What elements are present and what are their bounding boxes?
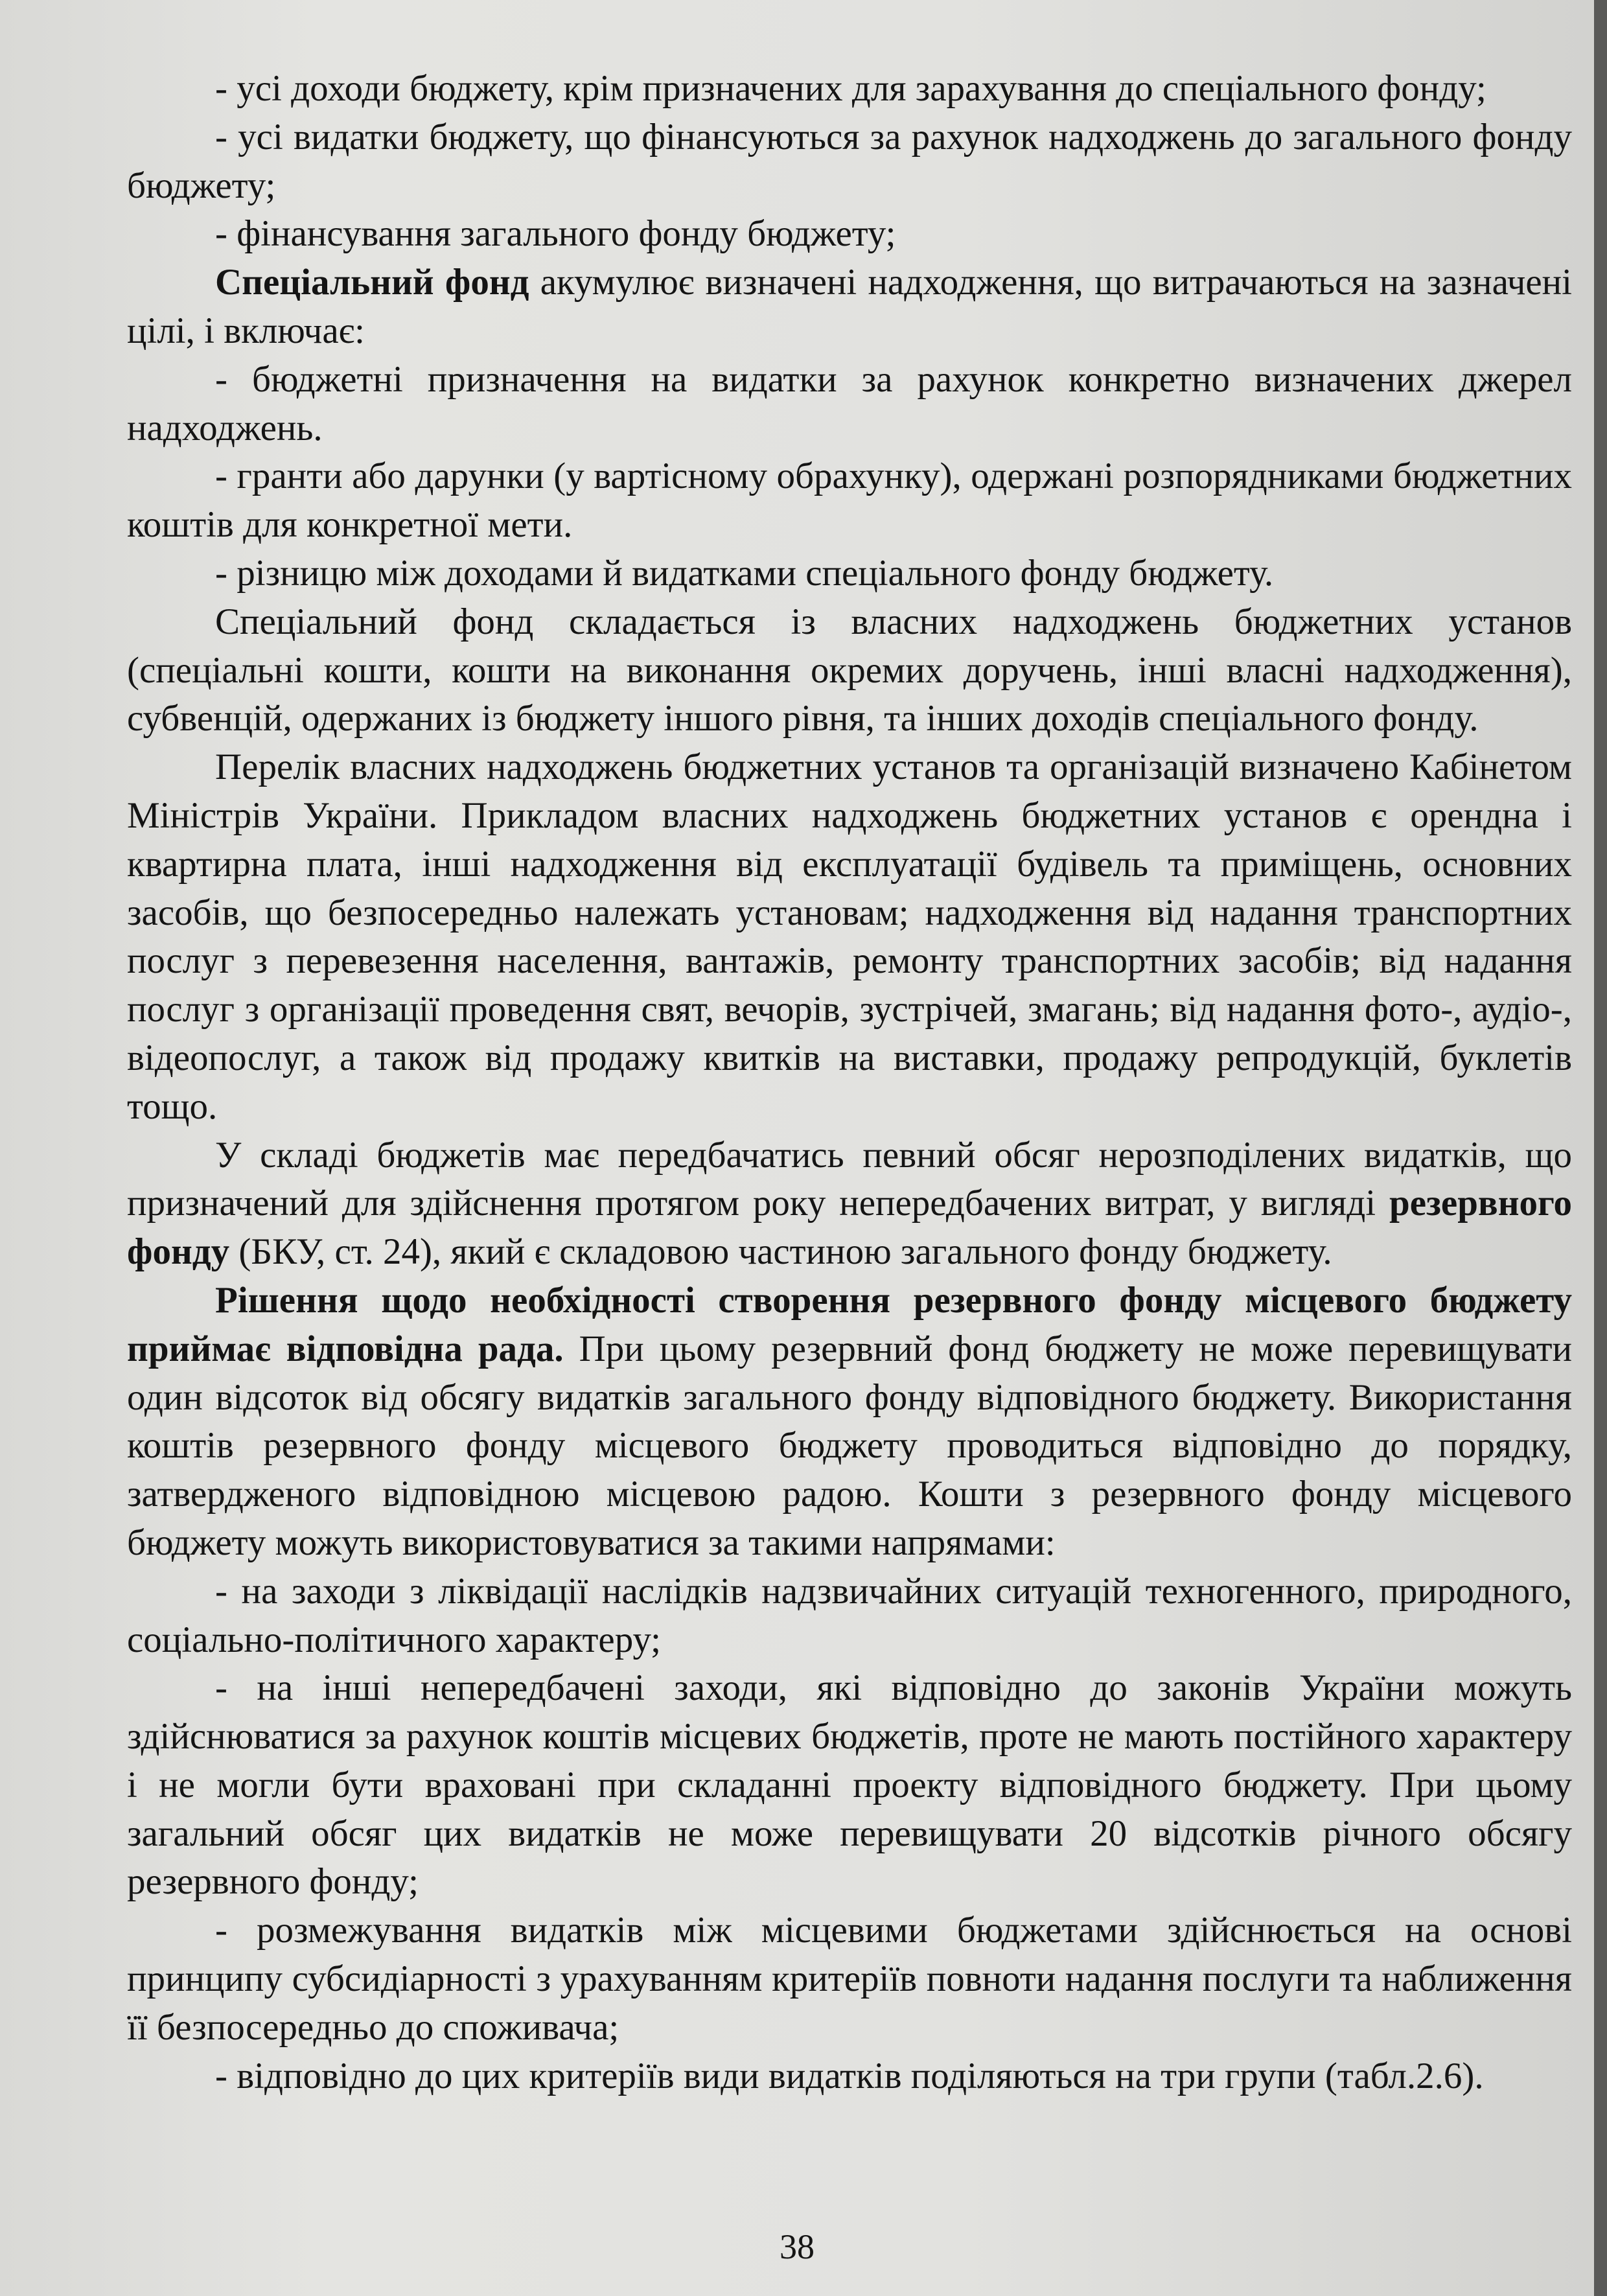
paragraph — [127, 210, 1572, 259]
paragraph — [127, 452, 1572, 550]
page-text — [127, 65, 1572, 2100]
paragraph — [127, 1664, 1572, 1907]
text-run: Спеціальний фонд складається із власних надходжень бюджетних установ (спеціальні кошти, кошти на виконання окремих доручень, інші власні надходження), субвенцій, одержаних із бюджету іншого рівня, та інших доходів спеціального фонду. — [127, 601, 1572, 739]
paragraph — [127, 1907, 1572, 2052]
page-edge-shadow — [1594, 0, 1607, 2296]
paragraph — [127, 113, 1572, 211]
page-number: 38 — [780, 2227, 815, 2266]
text-run: У складі бюджетів має передбачатись певний обсяг нерозподілених видатків, що призначений для здійснення протягом року непередбачених витрат, у вигляді — [127, 1134, 1572, 1224]
paragraph — [127, 259, 1572, 356]
text-run: - усі видатки бюджету, що фінансуються за рахунок надходжень до загального фонду бюджету; — [127, 116, 1572, 206]
text-run: При цьому резервний фонд бюджету не може перевищувати один відсоток від обсягу видатків загального фонду відповідного бюджету. Використання коштів резервного фонду місцевого бюджету проводиться відповідно до порядку, затвердженого відповідною місцевою радою. Кошти з резервного фонду місцевого бюджету можуть використовуватися за такими напрямами: — [127, 1328, 1572, 1563]
paragraph — [127, 743, 1572, 1131]
paragraph — [127, 65, 1572, 113]
paragraph — [127, 2052, 1572, 2101]
paragraph — [127, 1131, 1572, 1277]
paragraph — [127, 1277, 1572, 1568]
text-run: - гранти або дарунки (у вартісному обрахунку), одержані розпорядниками бюджетних коштів для конкретної мети. — [127, 456, 1572, 546]
bold-text: Рішення щодо необхідності створення резервного фонду місцевого бюджету приймає відповідна рада. — [127, 1279, 1572, 1369]
paragraph — [127, 598, 1572, 743]
text-run: - розмежування видатків між місцевими бюджетами здійснюється на основі принципу субсидіарності з урахуванням критеріїв повноти надання послуги та наближення її безпосередньо до споживача; — [127, 1910, 1572, 2048]
text-run: - на заходи з ліквідації наслідків надзвичайних ситуацій техногенного, природного, соціально-політичного характеру; — [127, 1570, 1572, 1660]
text-run: - відповідно до цих критеріїв види видатків поділяються на три групи (табл.2.6). — [215, 2055, 1484, 2096]
text-run: - бюджетні призначення на видатки за рахунок конкретно визначених джерел надходжень. — [127, 358, 1572, 448]
text-run: Перелік власних надходжень бюджетних установ та організацій визначено Кабінетом Міністрів України. Прикладом власних надходжень бюджетних установ є орендна і квартирна плата, інші надходження від експлуатації будівель та приміщень, основних засобів, що безпосередньо належать установам; надходження від надання транспортних послуг з перевезення населення, вантажів, ремонту транспортних засобів; від надання послуг з організації проведення свят, вечорів, зустрічей, змагань; від надання фото-, аудіо-, відеопослуг, а також від продажу квитків на виставки, продажу репродукцій, буклетів тощо. — [127, 747, 1572, 1127]
text-run: - усі доходи бюджету, крім призначених для зарахування до спеціального фонду; — [215, 68, 1486, 109]
text-run: - на інші непередбачені заходи, які відповідно до законів України можуть здійснюватися за рахунок коштів місцевих бюджетів, проте не мають постійного характеру і не могли бути враховані при складанні проекту відповідного бюджету. При цьому загальний обсяг цих видатків не може перевищувати 20 відсотків річного обсягу резервного фонду; — [127, 1667, 1572, 1903]
bold-text: резервного фонду — [127, 1183, 1572, 1273]
text-run: - фінансування загального фонду бюджету; — [215, 213, 896, 255]
text-run: акумулює визначені надходження, що витрачаються на зазначені цілі, і включає: — [127, 262, 1572, 351]
paragraph — [127, 356, 1572, 453]
text-run: (БКУ, ст. 24), який є складовою частиною загального фонду бюджету. — [229, 1231, 1332, 1273]
paragraph — [127, 550, 1572, 598]
paragraph — [127, 1568, 1572, 1665]
bold-text: Спеціальний фонд — [215, 262, 529, 303]
text-run: - різницю між доходами й видатками спеціального фонду бюджету. — [215, 552, 1274, 594]
